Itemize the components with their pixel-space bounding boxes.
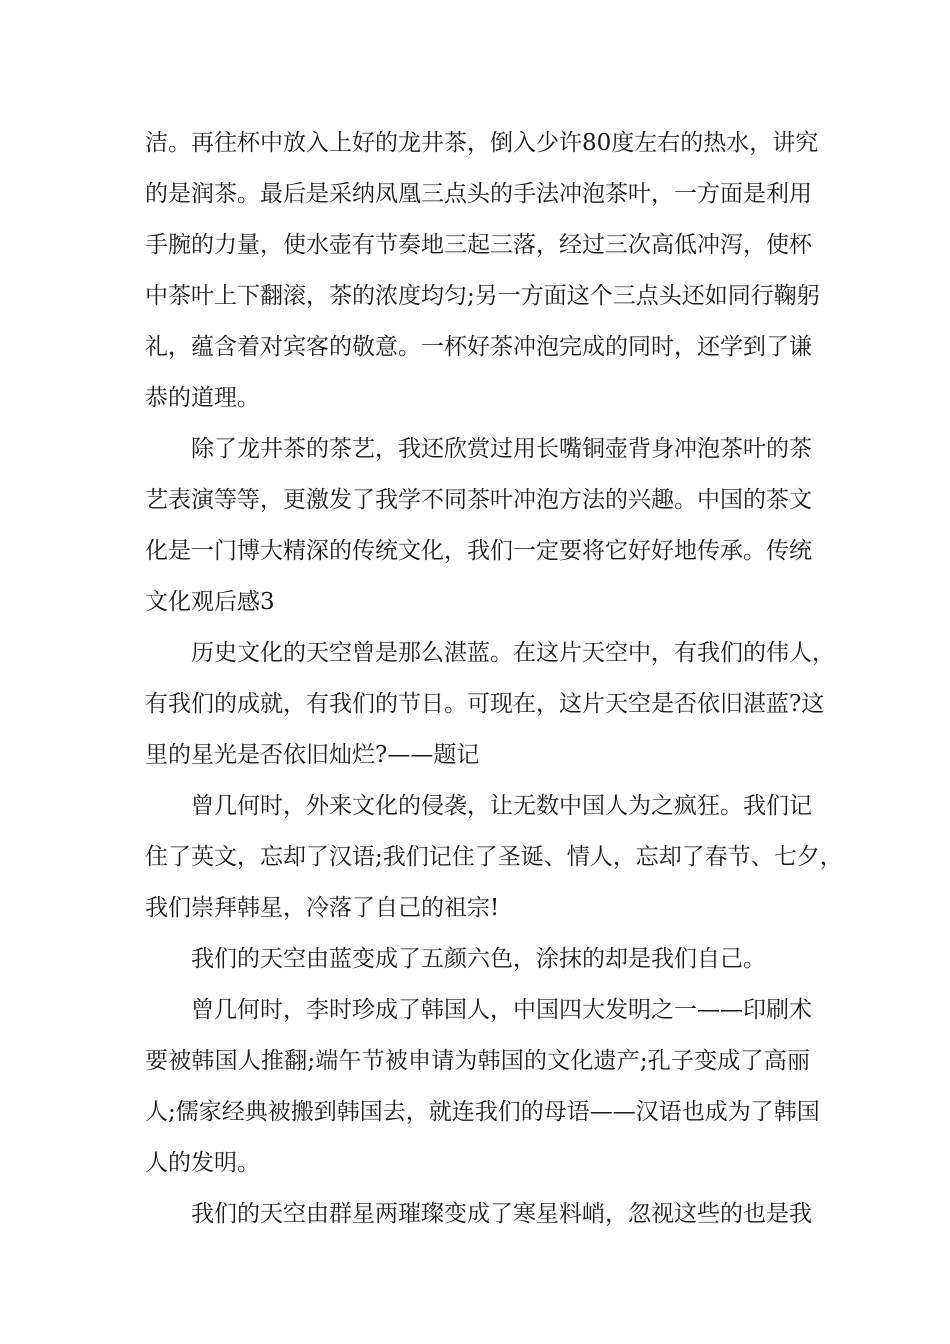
paragraph-first-line: 曾几何时，李时珍成了韩国人，中国四大发明之一——印刷术 [191, 997, 812, 1023]
text-line: 的是润茶。最后是采纳凤凰三点头的手法冲泡茶叶，一方面是利用 [145, 181, 812, 207]
text-line: 洁。再往杯中放入上好的龙井茶，倒入少许80度左右的热水，讲究 [145, 130, 819, 156]
text-line: 人的发明。 [145, 1150, 260, 1176]
text-line: 我们崇拜韩星，冷落了自己的祖宗! [145, 895, 500, 921]
text-line: 人;儒家经典被搬到韩国去，就连我们的母语——汉语也成为了韩国 [145, 1099, 820, 1125]
paragraph-first-line: 曾几何时，外来文化的侵袭，让无数中国人为之疯狂。我们记 [191, 793, 812, 819]
paragraph-first-line: 我们的天空由群星两璀璨变成了寒星料峭，忽视这些的也是我 [191, 1201, 812, 1227]
paragraph-first-line: 我们的天空由蓝变成了五颜六色，涂抹的却是我们自己。 [191, 946, 766, 972]
text-line: 恭的道理。 [145, 385, 260, 411]
text-line: 有我们的成就，有我们的节日。可现在，这片天空是否依旧湛蓝?这 [145, 691, 825, 717]
text-line: 中茶叶上下翻滚，茶的浓度均匀;另一方面这个三点头还如同行鞠躬 [145, 283, 820, 309]
paragraph-first-line: 除了龙井茶的茶艺，我还欣赏过用长嘴铜壶背身冲泡茶叶的茶 [191, 436, 812, 462]
text-line: 手腕的力量，使水壶有节奏地三起三落，经过三次高低冲泻，使杯 [145, 232, 812, 258]
text-line: 艺表演等等，更激发了我学不同茶叶冲泡方法的兴趣。中国的茶文 [145, 487, 812, 513]
text-line: 化是一门博大精深的传统文化，我们一定要将它好好地传承。传统 [145, 538, 812, 564]
text-line: 礼，蕴含着对宾客的敬意。一杯好茶冲泡完成的同时，还学到了谦 [145, 334, 812, 360]
text-line: 里的星光是否依旧灿烂?——题记 [145, 742, 480, 768]
paragraph-first-line: 历史文化的天空曾是那么湛蓝。在这片天空中，有我们的伟人， [191, 640, 835, 666]
text-line: 文化观后感3 [145, 589, 275, 615]
text-line: 要被韩国人推翻;端午节被申请为韩国的文化遗产;孔子变成了高丽 [145, 1048, 810, 1074]
text-line: 住了英文，忘却了汉语;我们记住了圣诞、情人，忘却了春节、七夕， [145, 844, 843, 870]
